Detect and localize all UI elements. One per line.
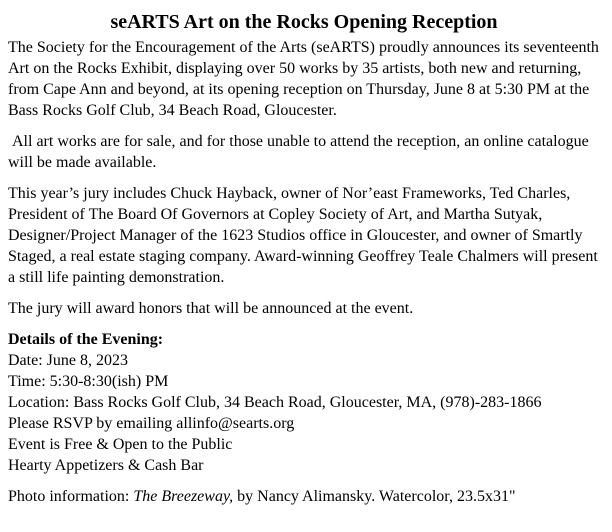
paragraph-jury: This year’s jury includes Chuck Hayback, owner of Nor’east Frameworks, Ted Charles, President of The Board Of Governors at Copley Society of Art, and Martha Sutyak, Designer/Project Manager of the 1623 Studios office in Gloucester, and owner of Smartly Staged, a real estate staging company. Award-winning Geoffrey Teale Chalmers will present a still life painting demonstration. <box>8 185 602 286</box>
photo-caption-prefix: Photo information: <box>8 488 134 505</box>
details-line-location: Location: Bass Rocks Golf Club, 34 Beach Road, Gloucester, MA, (978)-283-1866 <box>8 394 542 411</box>
details-section <box>8 329 600 476</box>
paragraph-announcement: The Society for the Encouragement of the Arts (seARTS) proudly announces its seventeenth Art on the Rocks Exhibit, displaying over 50 works by 35 artists, both new and returning, from Cape Ann and beyond, at its opening reception on Thursday, June 8 at 5:30 PM at the Bass Rocks Golf Club, 34 Beach Road, Gloucester. <box>8 39 603 119</box>
details-line-rsvp-email: Please RSVP by emailing allinfo@searts.org <box>8 415 295 432</box>
photo-caption <box>8 486 600 507</box>
details-heading: Details of the Evening: <box>8 331 164 348</box>
page-title-text: seARTS Art on the Rocks Opening Reception <box>110 11 498 33</box>
details-line-admission: Event is Free & Open to the Public <box>8 436 233 453</box>
photo-artwork-title: The Breezeway, <box>133 488 234 505</box>
paragraph-awards: The jury will award honors that will be announced at the event. <box>8 300 414 317</box>
photo-caption-suffix: by Nancy Alimansky. Watercolor, 23.5x31" <box>233 488 516 505</box>
paragraph-artworks-sale: All art works are for sale, and for those unable to attend the reception, an online catalogue will be made available. <box>8 133 593 171</box>
page-title <box>8 10 600 34</box>
details-line-time: Time: 5:30-8:30(ish) PM <box>8 373 169 390</box>
details-line-date: Date: June 8, 2023 <box>8 352 128 369</box>
details-line-refreshments: Hearty Appetizers & Cash Bar <box>8 457 204 474</box>
